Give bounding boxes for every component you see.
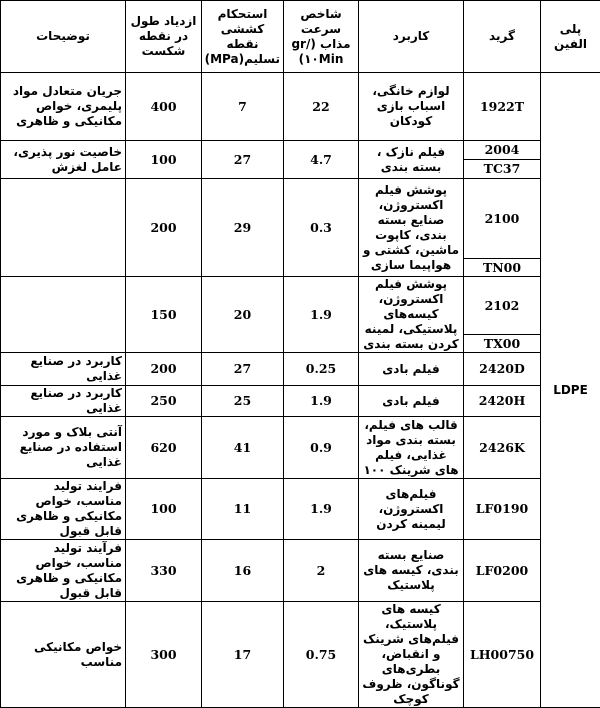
mfi-cell: 0.3 xyxy=(284,179,359,277)
table-row xyxy=(1,479,600,540)
usage-cell: کیسه های پلاستیک، فیلم‌های شرینک و انقباض، بطری‌های گوناگون، ظروف کوچک xyxy=(359,602,464,708)
yield-cell: 29 xyxy=(202,179,284,277)
elongation-cell: 250 xyxy=(126,386,202,417)
table-row xyxy=(1,602,600,708)
elongation-cell: 150 xyxy=(126,277,202,353)
mfi-cell: 1.9 xyxy=(284,479,359,540)
yield-cell: 11 xyxy=(202,479,284,540)
mfi-cell: 0.75 xyxy=(284,602,359,708)
elongation-cell: 200 xyxy=(126,179,202,277)
yield-cell: 17 xyxy=(202,602,284,708)
yield-cell: 41 xyxy=(202,417,284,479)
header-row xyxy=(1,1,600,73)
usage-cell: پوشش فیلم اکستروژن، کیسه‌های پلاستیکی، لمینه کردن بسته بندی xyxy=(359,277,464,353)
usage-cell: فیلم‌های اکستروژن، لیمینه کردن xyxy=(359,479,464,540)
grade-cell: LF0190 xyxy=(464,479,541,540)
usage-cell: لوازم خانگی، اسباب بازی کودکان xyxy=(359,73,464,141)
table-row xyxy=(1,277,600,335)
usage-cell: فیلم نازک ، بسته بندی xyxy=(359,141,464,179)
grade-cell: 2102 xyxy=(464,277,541,335)
elongation-cell: 200 xyxy=(126,353,202,386)
header-grade: گرید xyxy=(464,1,541,73)
grade-cell: 2100 xyxy=(464,179,541,259)
header-notes: توضیحات xyxy=(1,1,126,73)
usage-cell: قالب های فیلم، بسته بندی مواد غذایی، فیلم های شرینک ۱۰۰ xyxy=(359,417,464,479)
mfi-cell: 22 xyxy=(284,73,359,141)
notes-cell xyxy=(1,277,126,353)
grade-cell: 2420D xyxy=(464,353,541,386)
notes-cell: کاربرد در صنایع غذایی xyxy=(1,353,126,386)
notes-cell xyxy=(1,179,126,277)
notes-cell: فرایند تولید مناسب، خواص مکانیکی و ظاهری قابل قبول xyxy=(1,479,126,540)
notes-cell: جریان متعادل مواد پلیمری، خواص مکانیکی و ظاهری xyxy=(1,73,126,141)
table-row xyxy=(1,73,600,141)
usage-cell: پوشش فیلم اکستروژن، صنایع بسته بندی، کاپوت ماشین، کشتی و هواپیما سازی xyxy=(359,179,464,277)
table-row xyxy=(1,353,600,386)
grade-cell: 2426K xyxy=(464,417,541,479)
grade-cell-sub: TX00 xyxy=(464,335,541,353)
yield-cell: 27 xyxy=(202,353,284,386)
table-row xyxy=(1,386,600,417)
usage-cell: فیلم بادی xyxy=(359,386,464,417)
header-mfi: شاخص سرعت مذاب (gr/۱۰Min) xyxy=(284,1,359,73)
mfi-cell: 2 xyxy=(284,540,359,602)
yield-cell: 25 xyxy=(202,386,284,417)
grade-cell: 2004 xyxy=(464,141,541,160)
table-row xyxy=(1,179,600,259)
polyolefin-cell: LDPE xyxy=(541,73,600,708)
grade-cell-sub: TN00 xyxy=(464,259,541,277)
elongation-cell: 300 xyxy=(126,602,202,708)
yield-cell: 16 xyxy=(202,540,284,602)
elongation-cell: 620 xyxy=(126,417,202,479)
elongation-cell: 100 xyxy=(126,479,202,540)
grade-cell: 1922T xyxy=(464,73,541,141)
notes-cell: خواص مکانیکی مناسب xyxy=(1,602,126,708)
notes-cell: خاصیت نور پذیری، عامل لغزش xyxy=(1,141,126,179)
grade-cell: LF0200 xyxy=(464,540,541,602)
grade-cell: 2420H xyxy=(464,386,541,417)
elongation-cell: 100 xyxy=(126,141,202,179)
notes-cell: آنتی بلاک و مورد استفاده در صنایع غذایی xyxy=(1,417,126,479)
elongation-cell: 330 xyxy=(126,540,202,602)
yield-cell: 20 xyxy=(202,277,284,353)
mfi-cell: 0.25 xyxy=(284,353,359,386)
mfi-cell: 1.9 xyxy=(284,386,359,417)
yield-cell: 7 xyxy=(202,73,284,141)
header-polyolefin: پلی الفین xyxy=(541,1,600,73)
header-usage: کاربرد xyxy=(359,1,464,73)
usage-cell: صنایع بسته بندی، کیسه های پلاستیک xyxy=(359,540,464,602)
mfi-cell: 1.9 xyxy=(284,277,359,353)
mfi-cell: 4.7 xyxy=(284,141,359,179)
notes-cell: فرآیند تولید مناسب، خواص مکانیکی و ظاهری قابل قبول xyxy=(1,540,126,602)
header-elongation: ازدیاد طول در نقطه شکست xyxy=(126,1,202,73)
usage-cell: فیلم بادی xyxy=(359,353,464,386)
notes-cell: کاربرد در صنایع غذایی xyxy=(1,386,126,417)
grade-cell-sub: TC37 xyxy=(464,160,541,179)
table-row xyxy=(1,417,600,479)
header-yield-strength: استحکام کششی نقطه تسلیم(MPa) xyxy=(202,1,284,73)
elongation-cell: 400 xyxy=(126,73,202,141)
table-row xyxy=(1,141,600,160)
table-row xyxy=(1,540,600,602)
yield-cell: 27 xyxy=(202,141,284,179)
mfi-cell: 0.9 xyxy=(284,417,359,479)
grade-cell: LH00750 xyxy=(464,602,541,708)
